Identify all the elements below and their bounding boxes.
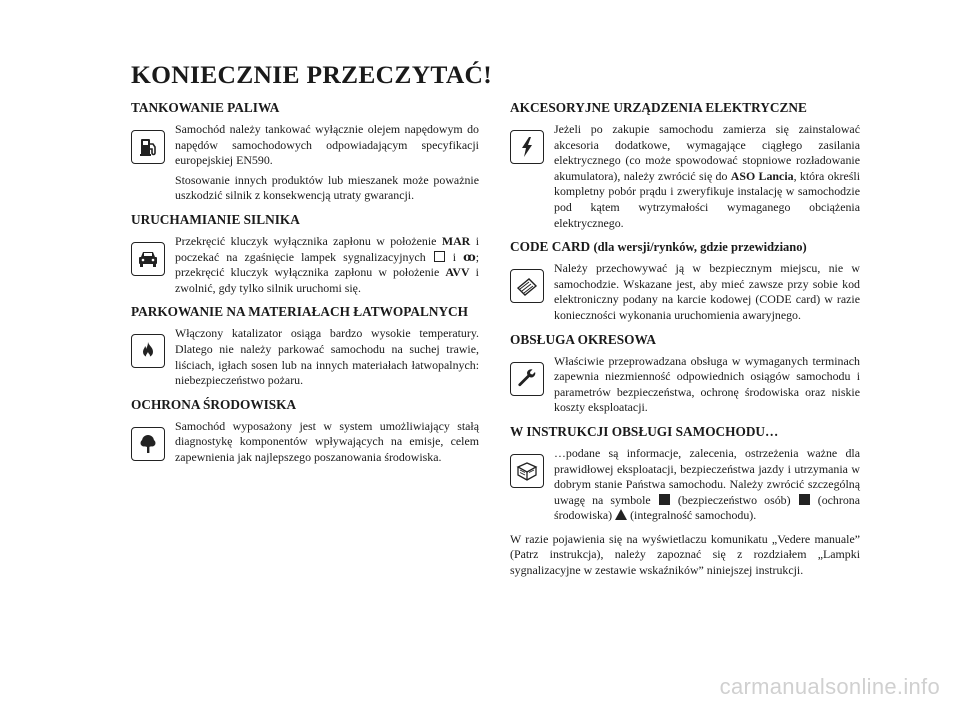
manual-text-d: (integralność samochodu). bbox=[627, 508, 757, 523]
start-paragraph bbox=[175, 234, 479, 296]
right-column bbox=[510, 100, 860, 579]
fuel-paragraph-1: Samochód należy tankować wyłącznie olejem napędowym do napędów samochodowych odpowiadającym specyfikacji europejskiej EN590. bbox=[175, 122, 479, 168]
person-safety-icon bbox=[659, 494, 670, 505]
start-text-e: i zwolnić, gdy tylko silnik uruchomi się. bbox=[175, 265, 479, 295]
section-code-card bbox=[510, 239, 860, 323]
fire-icon bbox=[131, 334, 165, 368]
book-icon bbox=[510, 454, 544, 488]
section-heading-parking: PARKOWANIE NA MATERIAŁACH ŁATWOPALNYCH bbox=[131, 304, 468, 320]
section-heading-code-card bbox=[510, 239, 860, 255]
section-heading-start: URUCHAMIANIE SILNIKA bbox=[131, 211, 300, 227]
start-text-c: i bbox=[445, 249, 464, 264]
tree-icon bbox=[131, 427, 165, 461]
vehicle-integrity-icon bbox=[615, 509, 627, 520]
wrench-icon bbox=[510, 362, 544, 396]
fuel-paragraph-2: Stosowanie innych produktów lub mieszanek może poważnie uszkodzić silnik z konsekwencją utraty gwarancji. bbox=[175, 172, 479, 203]
section-environment bbox=[131, 397, 479, 466]
section-heading-environment: OCHRONA ŚRODOWISKA bbox=[131, 396, 297, 412]
warning-lamp-icon bbox=[434, 251, 445, 262]
manual-text-b: (bezpieczeństwo osób) bbox=[670, 492, 798, 507]
section-heading-fuel: TANKOWANIE PALIWA bbox=[131, 100, 280, 115]
lightning-icon bbox=[510, 130, 544, 164]
code-card-subtitle: (dla wersji/rynków, gdzie przewidziano) bbox=[593, 240, 807, 255]
code-card-icon bbox=[510, 269, 544, 303]
electric-text-b: , która określi kompletny pobór prądu i zweryfikuje instalację w samochodzie pod kątem wytrzymałości wymaganego obciążenia elektrycznego. bbox=[554, 168, 861, 230]
car-icon bbox=[131, 242, 165, 276]
watermark: carmanualsonline.info bbox=[719, 674, 940, 699]
start-text-b: i poczekać na zgaśnięcie lampek sygnalizacyjnych bbox=[175, 233, 479, 264]
section-start bbox=[131, 212, 479, 296]
left-column bbox=[131, 100, 479, 474]
start-text-d: ; przekręcić kluczyk wyłącznika zapłonu w położenie bbox=[175, 249, 480, 280]
fuel-pump-icon bbox=[131, 130, 165, 164]
code-card-title: CODE CARD bbox=[510, 239, 591, 255]
service-paragraph: Właściwie przeprowadzana obsługa w wymaganych terminach zapewnia niezmienność odpowiednich osiągów samochodu i parametrów bezpieczeństwa, ochronę środowiska oraz niskie koszty eksploatacji. bbox=[554, 353, 860, 415]
page-title: KONIECZNIE PRZECZYTAĆ! bbox=[131, 60, 493, 89]
section-heading-service: OBSŁUGA OKRESOWA bbox=[510, 331, 656, 347]
display-message-note: W razie pojawienia się na wyświetlaczu komunikatu „Vedere manuale” (Patrz instrukcja), należy zapoznać się z rozdziałem „Lampki sygnalizacyjne w zestawie wskaźników” niniejszej instrukcji. bbox=[510, 531, 860, 578]
section-parking bbox=[131, 304, 479, 388]
electric-paragraph bbox=[554, 122, 860, 231]
section-manual bbox=[510, 424, 860, 524]
section-electric bbox=[510, 100, 860, 231]
section-heading-manual: W INSTRUKCJI OBSŁUGI SAMOCHODU… bbox=[510, 423, 779, 439]
glow-plug-icon: ꝏ bbox=[463, 249, 476, 264]
section-service bbox=[510, 332, 860, 416]
parking-paragraph: Włączony katalizator osiąga bardzo wysokie temperatury. Dlatego nie należy parkować samochodu na suchej trawie, liściach, igłach sosen lub na innych materiałach łatwopalnych: niebezpieczeństwo pożaru. bbox=[175, 326, 479, 388]
code-card-paragraph: Należy przechowywać ją w bezpiecznym miejscu, nie w samochodzie. Wskazane jest, aby mieć zawsze przy sobie kod elektroniczny podany na karcie kodowej (CODE card) w razie konieczności wykonania uruchomienia awaryjnego. bbox=[554, 261, 860, 322]
start-position-avv: AVV bbox=[445, 265, 470, 280]
electric-text-a: Jeżeli po zakupie samochodu zamierza się zainstalować akcesoria dodatkowe, wymagające ciągłego zasilania elektrycznego (co może spowodować stopniowe rozładowanie akumulatora), należy zwrócić się do bbox=[554, 122, 860, 183]
manual-text-a: …podane są informacje, zalecenia, ostrzeżenia ważne dla prawidłowej eksploatacji, bezpieczeństwa jazdy i utrzymania w dobrym stanie Państwa samochodu. Należy zwrócić szczególną uwagę na symbole bbox=[554, 445, 860, 507]
start-position-mar: MAR bbox=[441, 233, 471, 248]
environment-paragraph: Samochód wyposażony jest w system umożliwiający stałą diagnostykę komponentów wpływających na emisje, celem zapewnienia jak najlepszego poszanowania środowiska. bbox=[175, 418, 479, 464]
environment-symbol-icon bbox=[799, 494, 810, 505]
start-text-a: Przekręcić kluczyk wyłącznika zapłonu w położenie bbox=[175, 233, 442, 248]
section-fuel bbox=[131, 100, 479, 204]
manual-paragraph bbox=[554, 446, 860, 524]
aso-lancia-label: ASO Lancia bbox=[730, 168, 794, 183]
section-heading-electric: AKCESORYJNE URZĄDZENIA ELEKTRYCZNE bbox=[510, 100, 807, 115]
manual-text-c: (ochrona środowiska) bbox=[554, 492, 861, 523]
